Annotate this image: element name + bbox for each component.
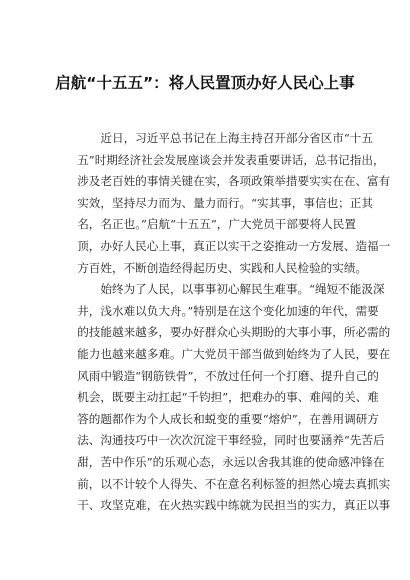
paragraph-line: 机会，既要主动扛起“千钧担”，把难办的事、难闯的关、难	[77, 390, 379, 405]
paragraph-line: 前，以不计较个人得失、不在意名利标签的担然心境去真抓实	[77, 476, 391, 491]
paragraph-line: 答的题都作为个人成长和蜕变的重要“熔炉”，在善用调研方	[77, 411, 379, 426]
paragraph-line: 涉及老百姓的事情关键在实，各项政策举措要实实在在、富有	[77, 174, 391, 189]
paragraph-line: 五”时期经济社会发展座谈会并发表重要讲话，总书记指出，	[77, 152, 385, 167]
paragraph-line: 甜，苦中作乐”的乐观心态，永远以舍我其谁的使命感冲锋在	[77, 454, 385, 469]
paragraph-line: 风雨中锻造“钢筋铁骨”，不放过任何一个打磨、提升自己的	[77, 368, 379, 383]
paragraph-2	[54, 279, 391, 517]
paragraph-line: 的技能越来越多，要办好群众心头期盼的大事小事，所必需的	[77, 325, 391, 340]
paragraph-line: 实效，坚持尽力而为、量力而行。“实其事，事信也；正其	[77, 195, 373, 210]
paragraph-line: 法、沟通技巧中一次次沉淀干事经验，同时也要涵养“先苦后	[77, 433, 385, 448]
article-title: 启航“十五五”：将人民置顶办好人民心上事	[55, 74, 355, 92]
paragraph-1	[54, 128, 391, 279]
paragraph-line: 始终为了人民，以事事初心解民生难事。“绳短不能汲深	[100, 282, 385, 297]
paragraph-line: 名，名正也。”启航“十五五”，广大党员干部要将人民置	[77, 217, 356, 232]
paragraph-line: 顶，办好人民心上事，真正以实干之姿推动一方发展、造福一	[77, 238, 391, 253]
paragraph-line: 近日，习近平总书记在上海主持召开部分省区市“十五	[100, 131, 373, 145]
paragraph-line: 干、攻坚克难，在火热实践中练就为民担当的实力，真正以事	[77, 498, 391, 513]
article-body	[54, 128, 391, 517]
paragraph-line: 井，浅水难以负大舟。”特别是在这个变化加速的年代，需要	[77, 303, 379, 318]
paragraph-line: 能力也越来越多难。广大党员干部当做到始终为了人民，要在	[77, 346, 391, 361]
paragraph-line: 方百姓，不断创造经得起历史、实践和人民检验的实绩。	[77, 260, 368, 275]
